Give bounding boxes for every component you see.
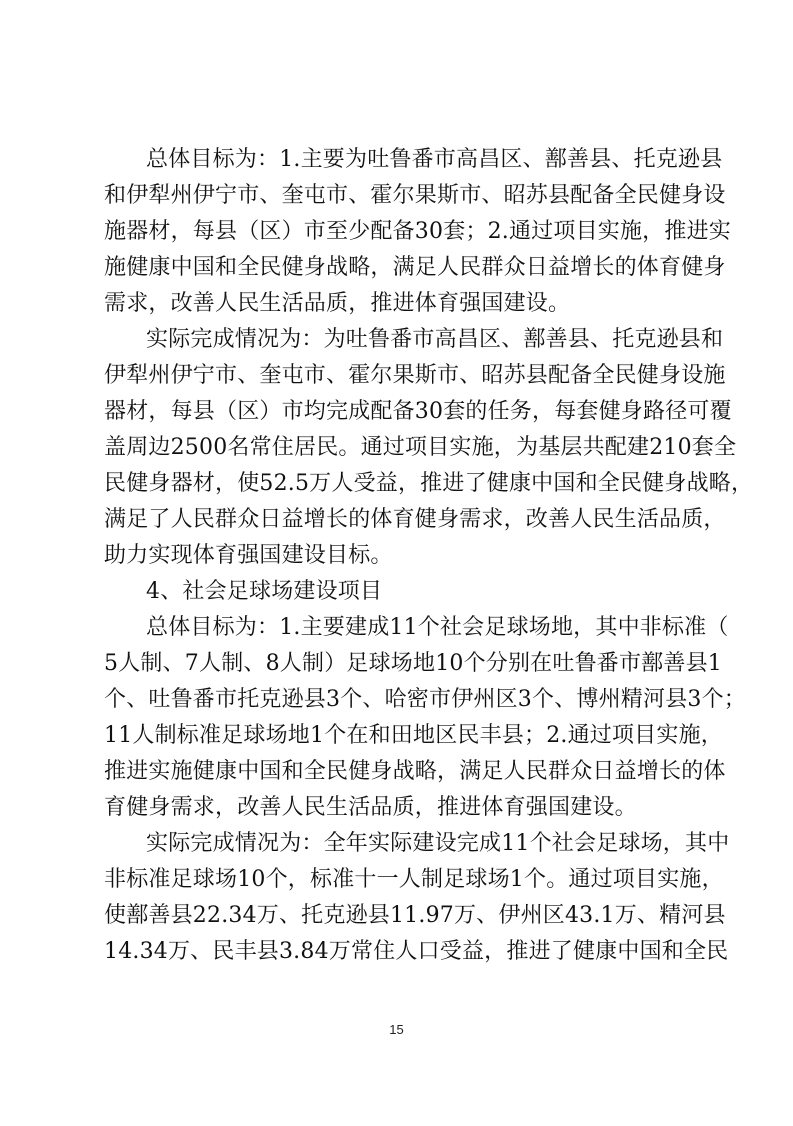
paragraph-1-line-3: 施器材，每县（区）市至少配备30套；2.通过项目实施，推进实 <box>104 219 731 244</box>
paragraph-3-line-3: 个、吐鲁番市托克逊县3个、哈密市伊州区3个、博州精河县3个； <box>104 687 746 712</box>
paragraph-4-line-3: 使鄯善县22.34万、托克逊县11.97万、伊州区43.1万、精河县 <box>104 903 726 928</box>
section-heading: 4、社会足球场建设项目 <box>146 579 383 604</box>
paragraph-2-line-5: 民健身器材，使52.5万人受益，推进了健康中国和全民健身战略， <box>104 471 754 496</box>
paragraph-1-line-1: 总体目标为：1.主要为吐鲁番市高昌区、鄯善县、托克逊县 <box>146 147 723 172</box>
paragraph-2-line-6: 满足了人民群众日益增长的体育健身需求，改善人民生活品质， <box>104 507 726 532</box>
paragraph-2-line-3: 器材，每县（区）市均完成配备30套的任务，每套健身路径可覆 <box>104 399 732 424</box>
page-number: 15 <box>389 1022 404 1037</box>
paragraph-4-line-4: 14.34万、民丰县3.84万常住人口受益，推进了健康中国和全民 <box>104 939 729 964</box>
paragraph-3-line-5: 推进实施健康中国和全民健身战略，满足人民群众日益增长的体 <box>104 759 726 784</box>
paragraph-3-line-6: 育健身需求，改善人民生活品质，推进体育强国建设。 <box>104 795 637 820</box>
paragraph-3-line-1: 总体目标为：1.主要建成11个社会足球场地，其中非标准（ <box>146 615 729 640</box>
paragraph-3-line-4: 11人制标准足球场地1个在和田地区民丰县；2.通过项目实施， <box>104 723 723 748</box>
paragraph-2-line-4: 盖周边2500名常住居民。通过项目实施，为基层共配建210套全 <box>104 435 737 460</box>
paragraph-4-line-1: 实际完成情况为：全年实际建设完成11个社会足球场，其中 <box>146 831 730 856</box>
paragraph-2-line-7: 助力实现体育强国建设目标。 <box>104 543 393 568</box>
paragraph-1-line-4: 施健康中国和全民健身战略，满足人民群众日益增长的体育健身 <box>104 255 726 280</box>
paragraph-1-line-2: 和伊犁州伊宁市、奎屯市、霍尔果斯市、昭苏县配备全民健身设 <box>104 183 726 208</box>
paragraph-2-line-1: 实际完成情况为：为吐鲁番市高昌区、鄯善县、托克逊县和 <box>146 327 724 352</box>
paragraph-4-line-2: 非标准足球场10个，标准十一人制足球场1个。通过项目实施， <box>104 867 724 892</box>
paragraph-1-line-5: 需求，改善人民生活品质，推进体育强国建设。 <box>104 291 571 316</box>
paragraph-2-line-2: 伊犁州伊宁市、奎屯市、霍尔果斯市、昭苏县配备全民健身设施 <box>104 363 726 388</box>
paragraph-3-line-2: 5人制、7人制、8人制）足球场地10个分别在吐鲁番市鄯善县1 <box>104 651 722 676</box>
